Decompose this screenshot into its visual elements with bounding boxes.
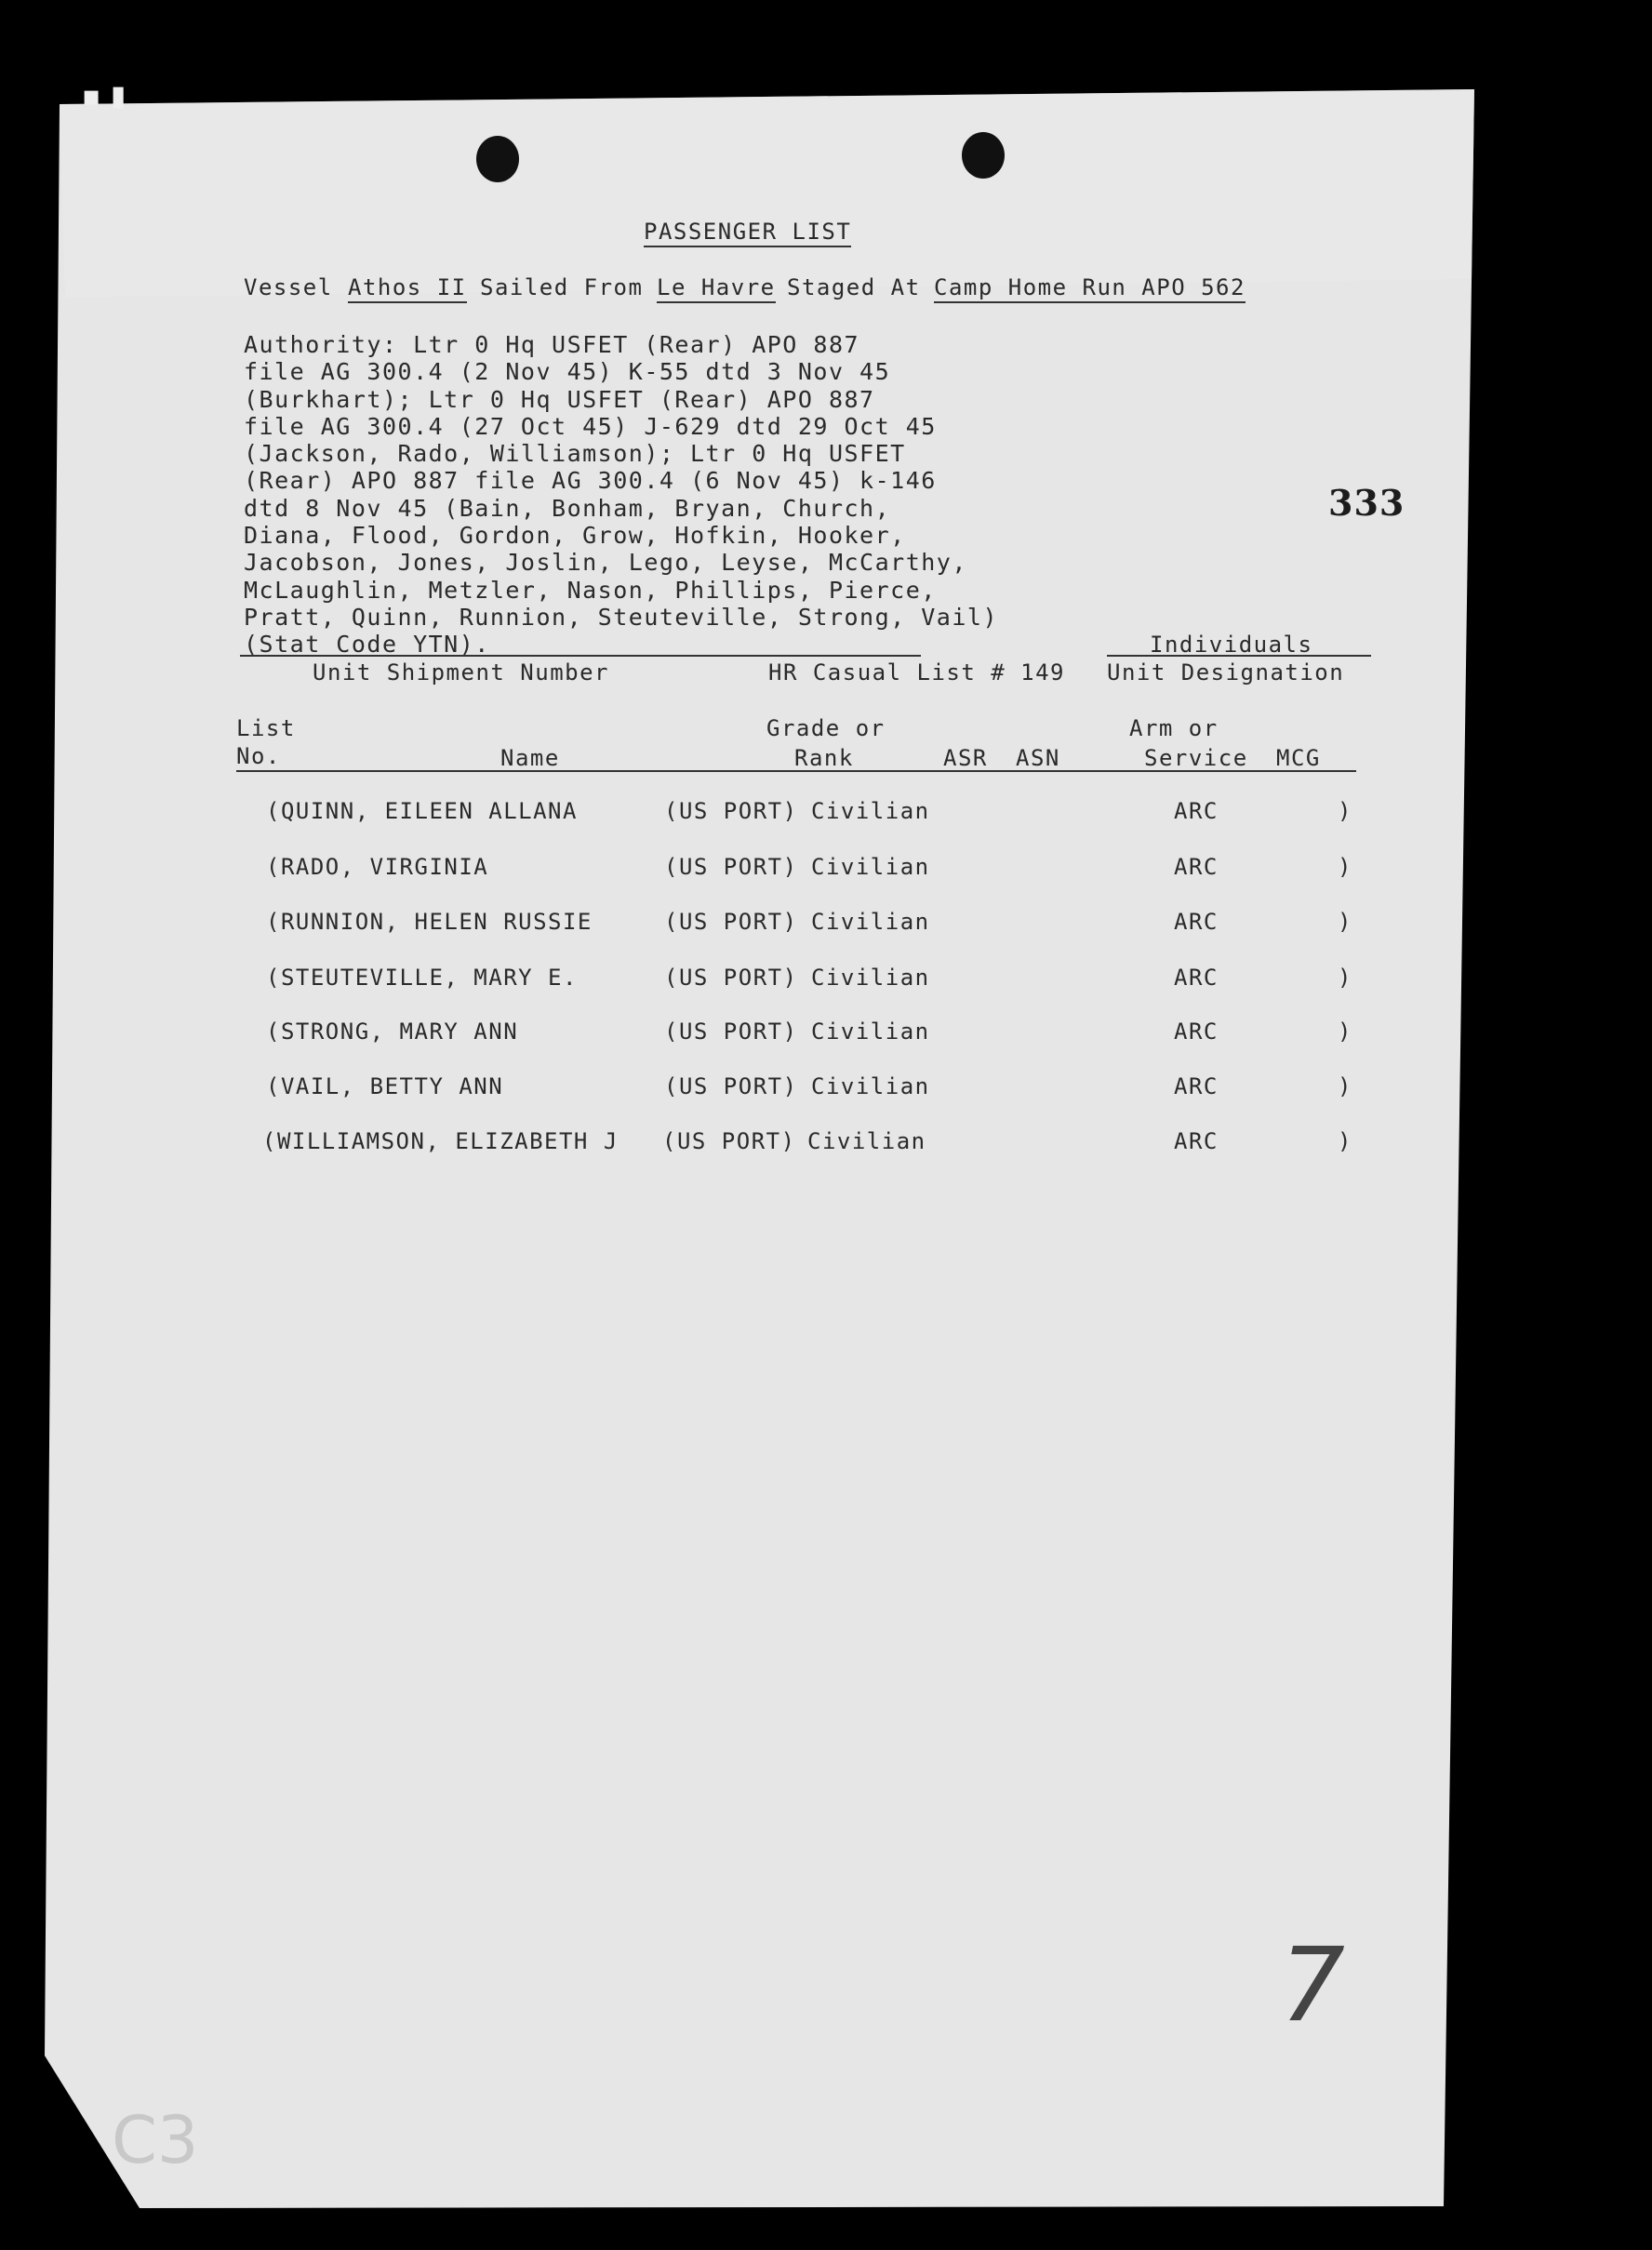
passenger-service: ARC <box>1174 909 1219 935</box>
passenger-service: ARC <box>1174 854 1219 880</box>
table-row <box>0 1072 1652 1104</box>
passenger-service: ARC <box>1174 965 1219 991</box>
row-bracket: ) <box>1338 909 1352 935</box>
passenger-grade: Civilian <box>811 1073 930 1099</box>
authority-line: (Jackson, Rado, Williamson); Ltr 0 Hq USFET <box>244 440 906 468</box>
passenger-grade: Civilian <box>811 1018 930 1045</box>
header-asr: ASR <box>943 745 988 771</box>
passenger-name: (STEUTEVILLE, MARY E. <box>266 965 578 991</box>
unit-designation-rule <box>1107 655 1371 657</box>
authority-line: Pratt, Quinn, Runnion, Steuteville, Strong, Vail) <box>244 603 999 631</box>
passenger-port: (US PORT) <box>664 798 798 824</box>
table-row <box>0 908 1652 939</box>
sailed-from-label: Sailed From <box>480 274 644 300</box>
passenger-port: (US PORT) <box>664 965 798 991</box>
unit-designation-value: Individuals <box>1150 632 1313 658</box>
header-no: No. <box>236 743 281 769</box>
page-title: PASSENGER LIST <box>644 218 851 247</box>
authority-block <box>244 331 998 659</box>
authority-line: (Burkhart); Ltr 0 Hq USFET (Rear) APO 887 <box>244 385 875 413</box>
passenger-name: (QUINN, EILEEN ALLANA <box>266 798 578 824</box>
page-number: 333 <box>1328 482 1406 524</box>
table-row <box>0 1018 1652 1049</box>
passenger-grade: Civilian <box>811 965 930 991</box>
header-grade: Grade or <box>766 715 886 741</box>
passenger-service: ARC <box>1174 1128 1219 1154</box>
passenger-port: (US PORT) <box>664 1073 798 1099</box>
header-arm: Arm or <box>1129 715 1219 741</box>
header-mcg: MCG <box>1276 745 1321 771</box>
authority-line: Authority: Ltr 0 Hq USFET (Rear) APO 887 <box>244 331 860 358</box>
casual-list: HR Casual List # 149 <box>768 659 1065 686</box>
passenger-name: (RUNNION, HELEN RUSSIE <box>266 909 593 935</box>
header-service: Service <box>1144 745 1248 771</box>
header-asn: ASN <box>1016 745 1060 771</box>
authority-line: McLaughlin, Metzler, Nason, Phillips, Pierce, <box>244 576 937 604</box>
punch-hole-left <box>476 136 519 182</box>
handwritten-mark: 7 <box>1280 1925 1345 2044</box>
passenger-port: (US PORT) <box>664 854 798 880</box>
passenger-service: ARC <box>1174 1018 1219 1045</box>
passenger-grade: Civilian <box>811 854 930 880</box>
passenger-port: (US PORT) <box>662 1128 796 1154</box>
header-name: Name <box>500 745 560 771</box>
passenger-grade: Civilian <box>807 1128 926 1154</box>
row-bracket: ) <box>1338 965 1352 991</box>
unit-shipment-label: Unit Shipment Number <box>313 659 609 686</box>
authority-line: file AG 300.4 (27 Oct 45) J-629 dtd 29 Oct 45 <box>244 412 937 440</box>
passenger-port: (US PORT) <box>664 909 798 935</box>
passenger-service: ARC <box>1174 1073 1219 1099</box>
row-bracket: ) <box>1338 798 1352 824</box>
corner-mark: C3 <box>112 2102 199 2178</box>
header-rule <box>236 770 1356 772</box>
sailed-from-value: Le Havre <box>657 273 776 303</box>
passenger-name: (STRONG, MARY ANN <box>266 1018 519 1045</box>
table-row <box>0 797 1652 829</box>
passenger-port: (US PORT) <box>664 1018 798 1045</box>
row-bracket: ) <box>1338 1128 1352 1154</box>
authority-line: (Stat Code YTN). <box>244 631 490 659</box>
staged-at-label: Staged At <box>787 274 921 300</box>
header-list: List <box>236 715 296 741</box>
table-row <box>0 1127 1652 1159</box>
row-bracket: ) <box>1338 1073 1352 1099</box>
passenger-service: ARC <box>1174 798 1219 824</box>
authority-line: Jacobson, Jones, Joslin, Lego, Leyse, McCarthy, <box>244 549 967 577</box>
vessel-value: Athos II <box>348 273 467 303</box>
header-rank: Rank <box>794 745 854 771</box>
passenger-name: (RADO, VIRGINIA <box>266 854 489 880</box>
row-bracket: ) <box>1338 1018 1352 1045</box>
passenger-grade: Civilian <box>811 798 930 824</box>
authority-line: (Rear) APO 887 file AG 300.4 (6 Nov 45) k-146 <box>244 467 937 495</box>
authority-line: file AG 300.4 (2 Nov 45) K-55 dtd 3 Nov 45 <box>244 358 891 386</box>
authority-line: Diana, Flood, Gordon, Grow, Hofkin, Hooker, <box>244 522 906 550</box>
authority-line: dtd 8 Nov 45 (Bain, Bonham, Bryan, Church, <box>244 494 891 522</box>
passenger-name: (WILLIAMSON, ELIZABETH J <box>262 1128 619 1154</box>
unit-designation-label: Unit Designation <box>1107 659 1345 686</box>
row-bracket: ) <box>1338 854 1352 880</box>
top-fragment: ▪ ▮ <box>82 80 127 113</box>
passenger-name: (VAIL, BETTY ANN <box>266 1073 504 1099</box>
passenger-grade: Civilian <box>811 909 930 935</box>
vessel-label: Vessel <box>244 274 333 300</box>
table-row <box>0 853 1652 885</box>
table-row <box>0 964 1652 995</box>
staged-at-value: Camp Home Run APO 562 <box>934 273 1246 303</box>
shipment-rule <box>240 655 921 657</box>
punch-hole-right <box>962 132 1005 179</box>
